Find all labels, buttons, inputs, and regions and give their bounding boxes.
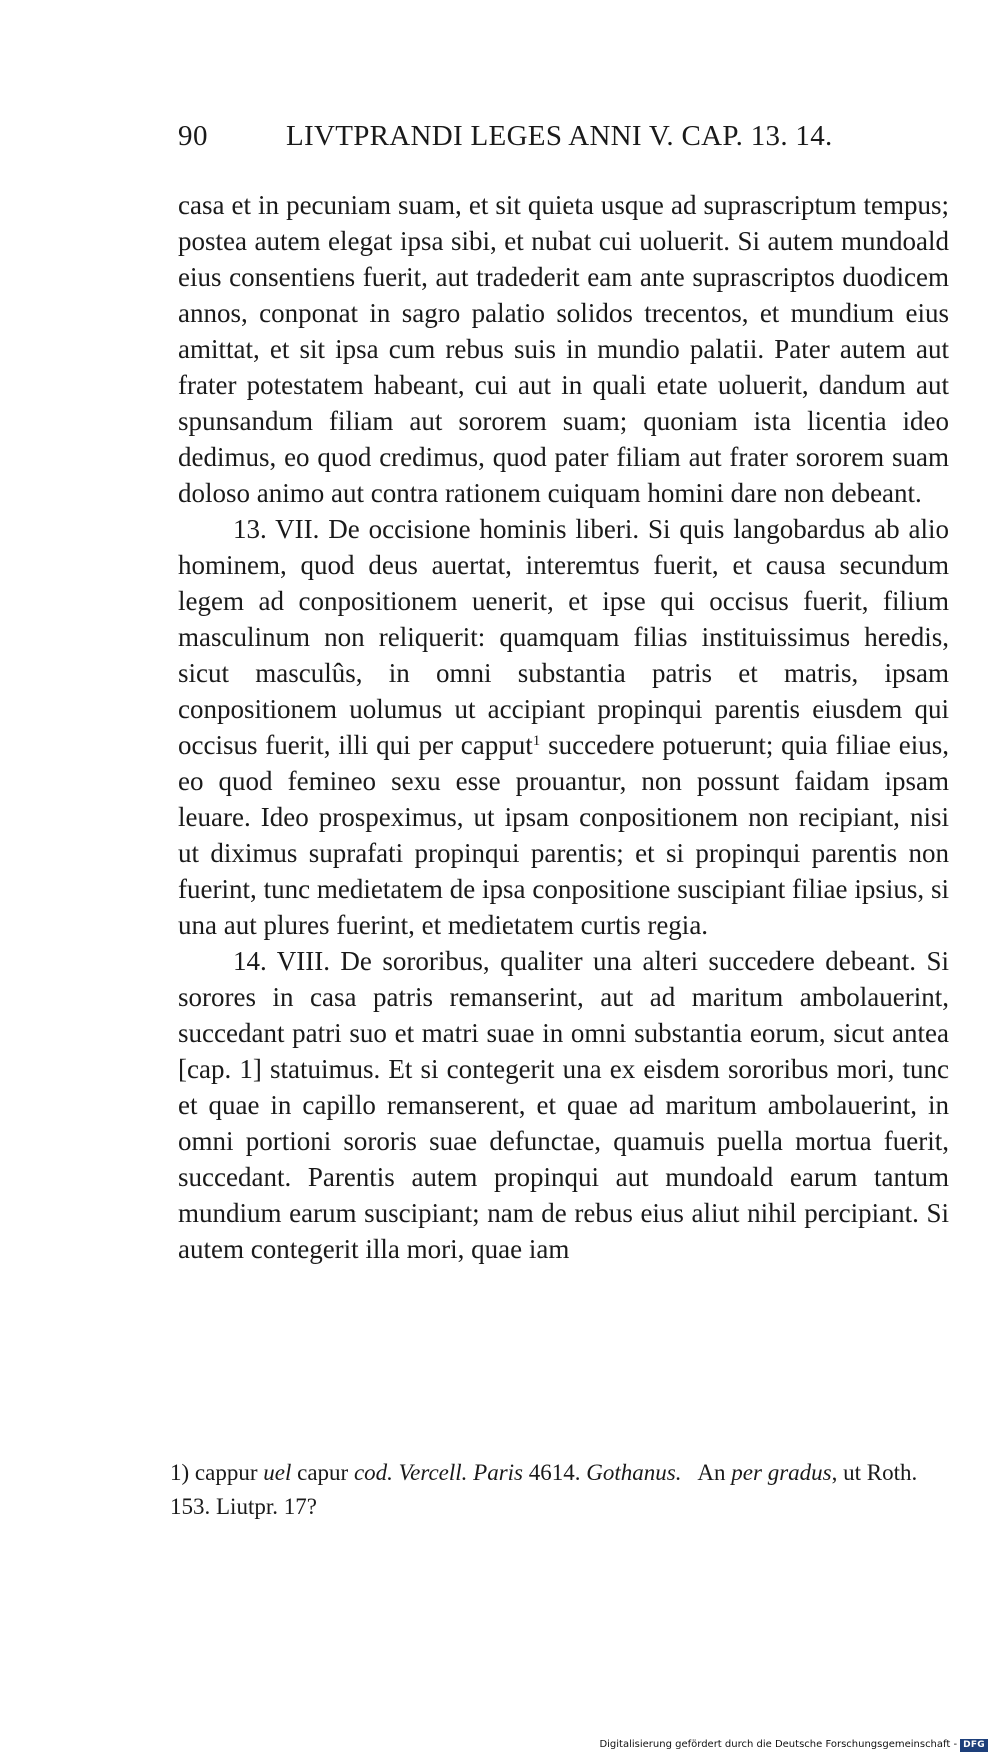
- footnote-section: [170, 1456, 949, 1524]
- digitization-credit: [599, 1737, 988, 1753]
- footnote-text-5: 4614.: [523, 1460, 587, 1485]
- footnote-text-4: cod. Vercell. Paris: [353, 1460, 523, 1485]
- footnote-text-6: Gothanus.: [586, 1460, 682, 1485]
- footnote-text-7: An: [681, 1460, 732, 1485]
- footnote-text-1: cappur: [189, 1460, 264, 1485]
- footnote-mark: 1): [170, 1460, 190, 1485]
- footnote-text-3: capur: [291, 1460, 354, 1485]
- running-header: [178, 120, 854, 160]
- chapter-13-text-after-note: succedere potuerunt; quia filiae eius, eo quod femineo sexu esse prouantur, non possunt faidam ipsam leuare. Ideo prospeximus, ut ipsam conpositionem non recipiant, nisi ut diximus suprafati propinqui parentis; et si propinqui parentis non fuerint, tunc medietatem de ipsa conpositione suscipiant filiae ipsius, si una aut plures fuerint, et medietatem curtis regia.: [178, 730, 949, 940]
- footnote-text-9: , ut Roth. 153. Liutpr. 17?: [170, 1460, 918, 1519]
- chapter-13-text-before-note: 13. VII. De occisione hominis liberi. Si quis langobardus ab alio hominem, quod deus auertat, interemtus fuerit, et causa secundum legem ad conpositionem uenerit, et ipse qui occisus fuerit, filium masculinum non reliquerit: quamquam filias instituissimus heredis, sicut masculûs, in omni substantia patris et matris, ipsam conpositionem uolumus ut accipiant propinqui parentis eiusdem qui occisus fuerit, illi qui per capput: [178, 514, 949, 760]
- footnote-marker: 1: [532, 733, 541, 749]
- dfg-logo-icon: DFG: [960, 1739, 988, 1752]
- footnote-1: [170, 1456, 949, 1524]
- paragraph-continuation: casa et in pecuniam suam, et sit quieta usque ad suprascriptum tempus; postea autem elegat ipsa sibi, et nubat cui uoluerit. Si autem mundoald eius consentiens fuerit, aut tradederit eam ante suprascriptos duodicem annos, conponat in sagro palatio solidos trecentos, et mundium eius amittat, et sit ipsa cum rebus suis in mundio palatii. Pater autem aut frater potestatem habeant, cui aut in quali etate uoluerit, dandum aut spunsandum filiam aut sororem suam; quoniam ista licentia ideo dedimus, eo quod credimus, quod pater filiam aut frater sororem suam doloso animo aut contra rationem cuiquam homini dare non debeant.: [178, 190, 949, 508]
- paragraph-chapter-14: 14. VIII. De sororibus, qualiter una alteri succedere debeant. Si sorores in casa patris remanserint, aut ad maritum ambolauerint, succedant patri suo et matri suae in omni substantia eorum, sicut antea [cap. 1] statuimus. Et si contegerit una ex eisdem sororibus mori, tunc et quae in capillo remanserent, et quae ad maritum ambolauerint, in omni portioni sororis suae defunctae, quamuis puella mortua fuerit, succedant. Parentis autem propinqui aut mundoald earum tantum mundium earum suscipiant; nam de rebus eius aliut nihil percipiant. Si autem contegerit illa mori, quae iam: [178, 946, 949, 1264]
- paragraph-chapter-13: [178, 511, 949, 943]
- running-title: LIVTPRANDI LEGES ANNI V. CAP. 13. 14.: [286, 120, 833, 152]
- main-text: [178, 187, 949, 1267]
- footnote-text-2: uel: [263, 1460, 292, 1485]
- footnote-text-8: per gradus: [731, 1460, 832, 1485]
- page-number: 90: [178, 120, 208, 152]
- credit-text: Digitalisierung gefördert durch die Deutsche Forschungsgemeinschaft -: [599, 1739, 958, 1750]
